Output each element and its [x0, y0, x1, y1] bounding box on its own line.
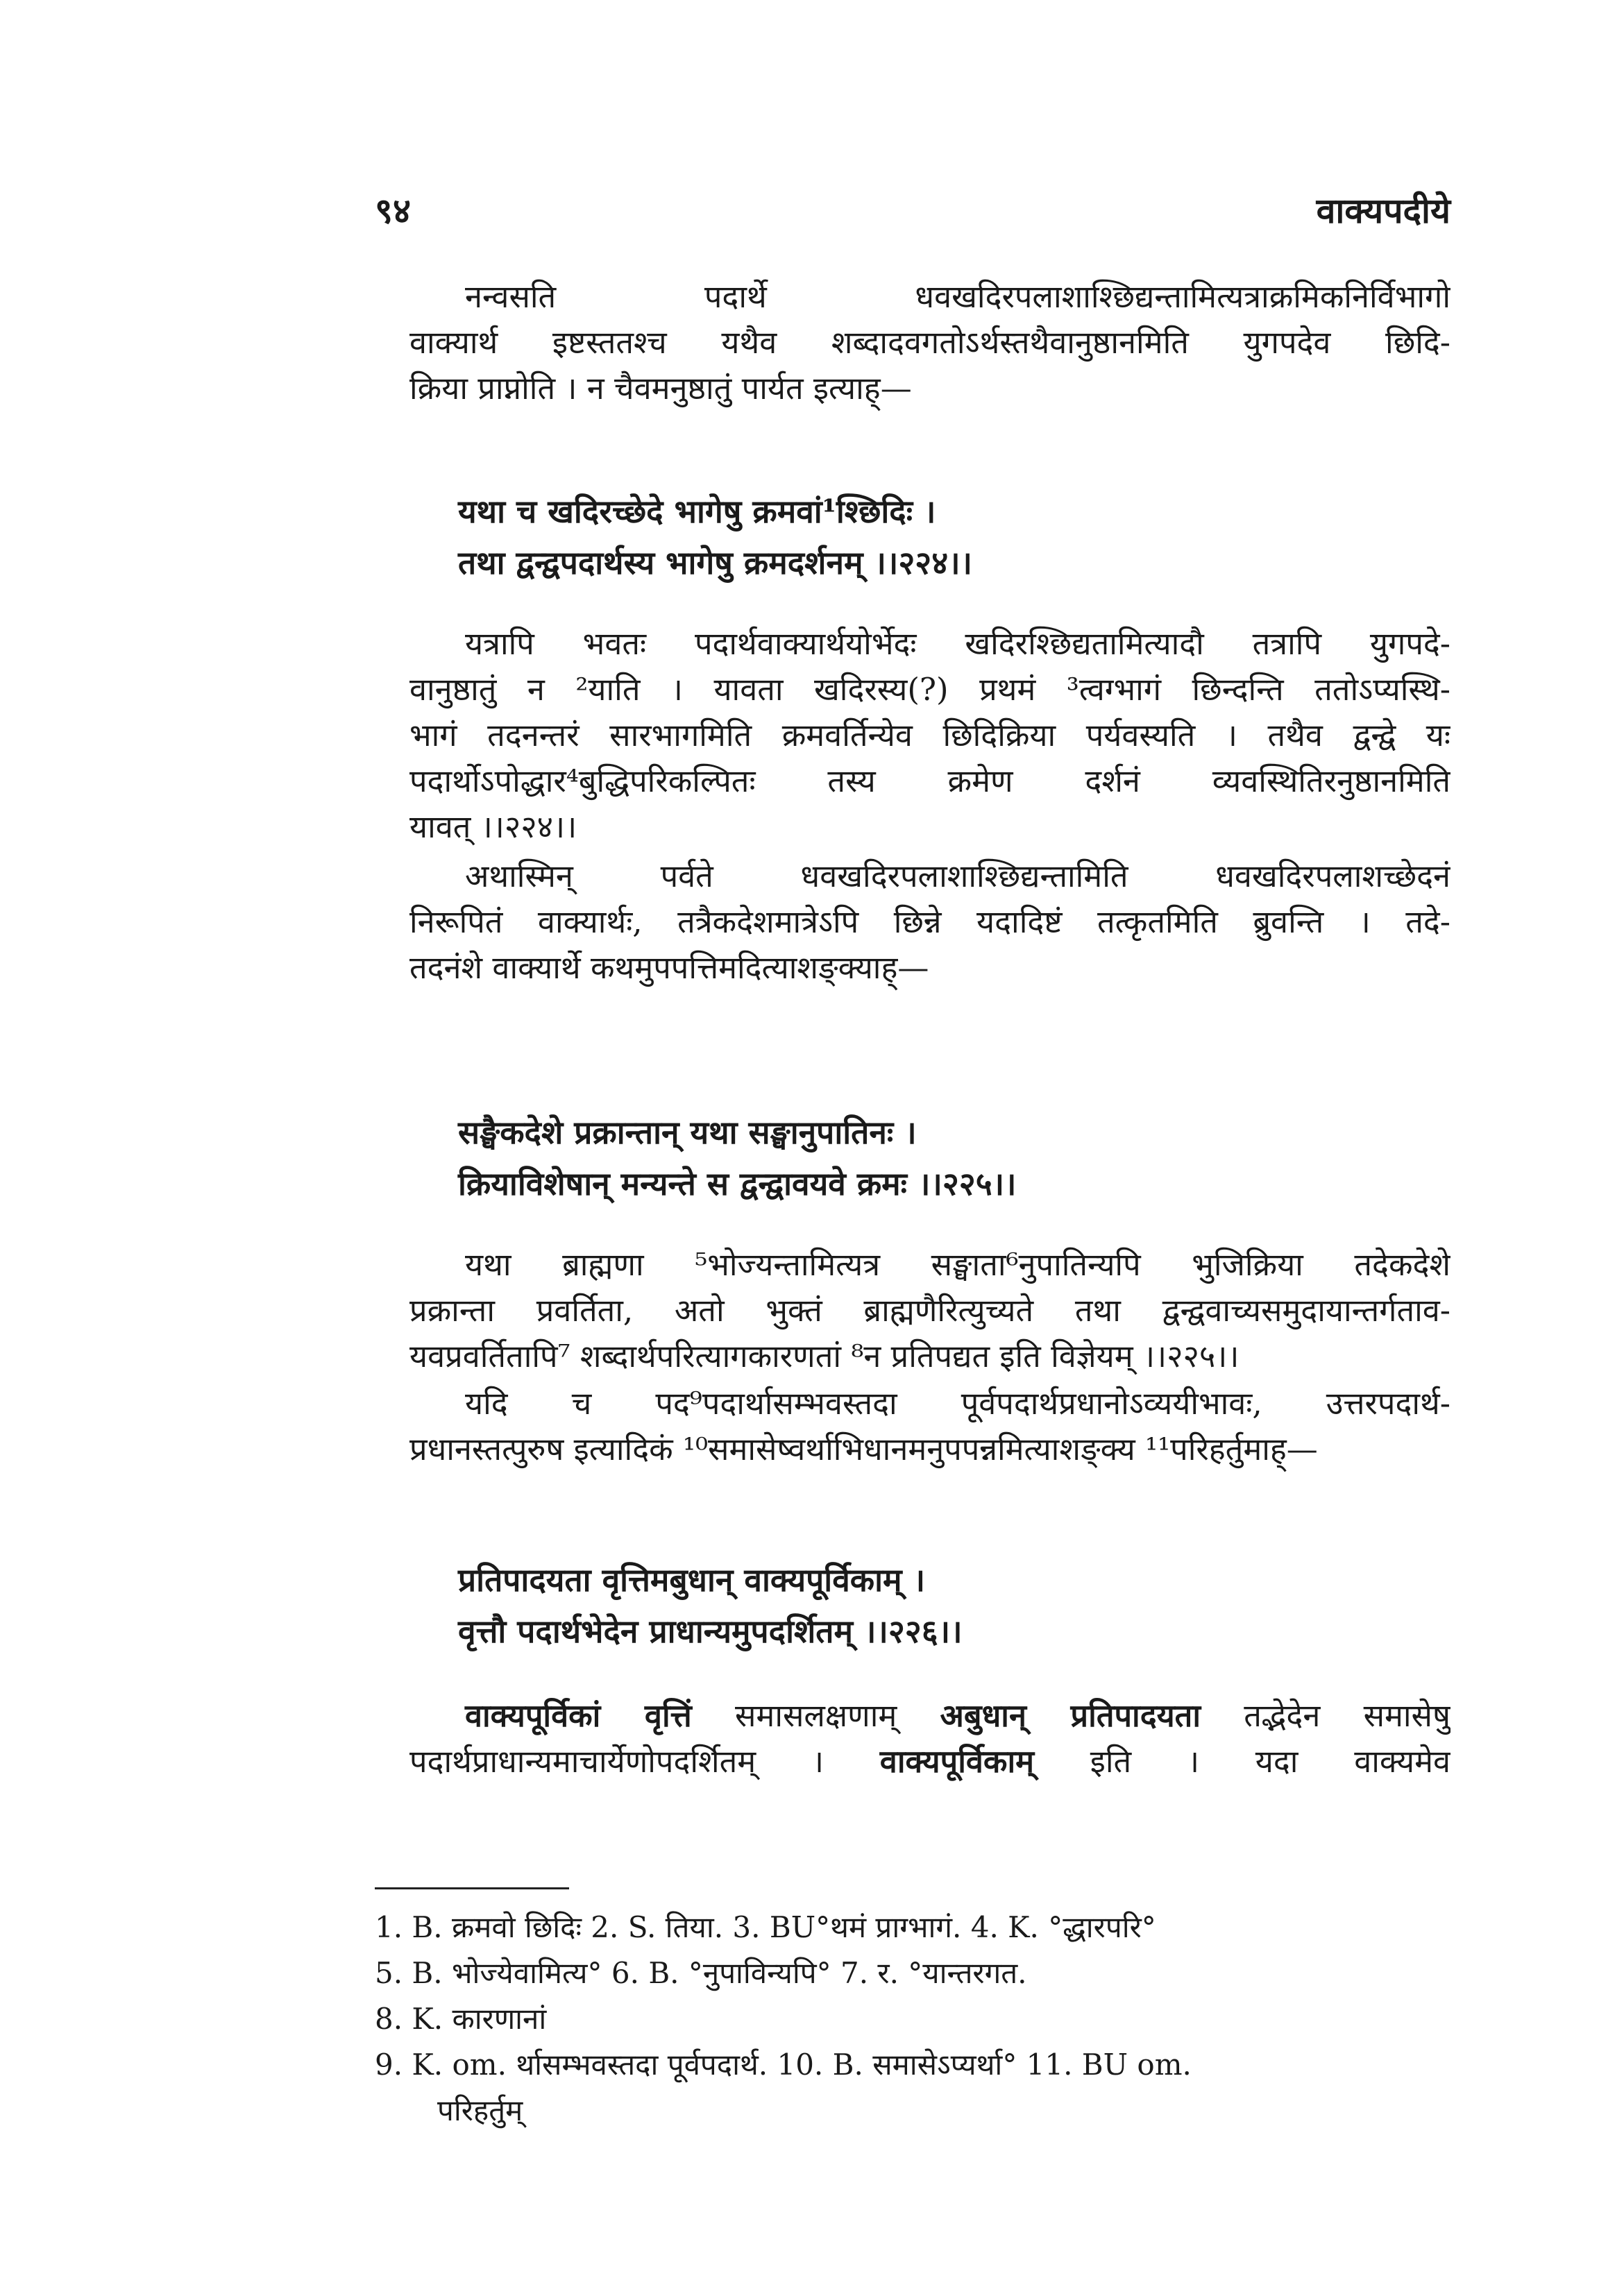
text-line: यावत् ।।२२४।।	[409, 808, 577, 845]
footnote-line: 9. K. om. र्थासम्भवस्तदा पूर्वपदार्थ. 10. B. समासेऽप्यर्था° 11. BU om.	[375, 2048, 1192, 2082]
verse-line: वृत्तौ पदार्थभेदेन प्राधान्यमुपदर्शितम् ।।२२६।।	[458, 1613, 963, 1650]
text-line: निरूपितं वाक्यार्थः, तत्रैकदेशमात्रेऽपि छिन्ने यदादिष्टं तत्कृतमिति ब्रुवन्ति । तदे-	[409, 903, 1450, 940]
verse-225	[458, 1107, 1016, 1209]
bold-term: वाक्यपूर्विकाम्	[879, 1743, 1035, 1780]
commentary-paragraph-3	[409, 853, 1450, 991]
verse-224	[458, 486, 972, 588]
text-line	[409, 1693, 1450, 1739]
text-line: यथा ब्राह्मणा ⁵भोज्यन्तामित्यत्र सङ्घाता⁶नुपातिन्यपि भुजिक्रिया तदेकदेशे	[465, 1246, 1450, 1283]
text-line: पदार्थोऽपोद्धार⁴बुद्धिपरिकल्पितः तस्य क्रमेण दर्शनं व्यवस्थितिरनुष्ठानमिति	[409, 763, 1450, 799]
running-title: वाक्यपदीये	[1316, 190, 1450, 231]
footnotes	[375, 1905, 1457, 2134]
text-line: क्रिया प्राप्नोति । न चैवमनुष्ठातुं पार्यत इत्याह्—	[409, 370, 912, 407]
verse-line: क्रियाविशेषान् मन्यन्ते स द्वन्द्वावयवे क्रमः ।।२२५।।	[458, 1165, 1017, 1202]
footnote-line: 5. B. भोज्येवामित्य° 6. B. °नुपाविन्यपि° 7. र. °यान्तरगत.	[375, 1956, 1027, 1990]
footnote-line: 1. B. क्रमवो छिदिः 2. S. तिया. 3. BU°थमं प्राग्भागं. 4. K. °द्धारपरि°	[375, 1910, 1156, 1944]
verse-226	[458, 1554, 963, 1657]
verse-line: यथा च खदिरच्छेदे भागेषु क्रमवां¹श्छिदिः ।	[458, 493, 936, 530]
text-line: यदि च पद⁹पदार्थासम्भवस्तदा पूर्वपदार्थप्रधानोऽव्ययीभावः, उत्तरपदार्थ-	[465, 1385, 1450, 1422]
commentary-paragraph-5	[409, 1381, 1450, 1472]
plain-text: पदार्थप्राधान्यमाचार्येणोपदर्शितम् ।	[409, 1743, 880, 1780]
plain-text: समासलक्षणाम्	[691, 1697, 940, 1734]
footnote-divider	[375, 1887, 569, 1889]
verse-line: सङ्घैकदेशे प्रक्रान्तान् यथा सङ्घानुपातिनः ।	[458, 1114, 917, 1151]
verse-line: प्रतिपादयता वृत्तिमबुधान् वाक्यपूर्विकाम् ।	[458, 1561, 925, 1599]
commentary-paragraph-4	[409, 1242, 1450, 1379]
footnote-line: परिहर्तुम्	[437, 2093, 523, 2127]
page-number: ९४	[375, 190, 411, 231]
plain-text: इति । यदा वाक्यमेव	[1034, 1743, 1450, 1780]
text-line: प्रक्रान्ता प्रवर्तिता, अतो भुक्तं ब्राह्मणैरित्युच्यते तथा द्वन्द्ववाच्यसमुदायान्तर्गताव-	[409, 1292, 1450, 1329]
commentary-paragraph-6	[409, 1693, 1450, 1785]
commentary-paragraph-2	[409, 621, 1450, 850]
text-line: यवप्रवर्तितापि⁷ शब्दार्थपरित्यागकारणतां ⁸न प्रतिपद्यत इति विज्ञेयम् ।।२२५।।	[409, 1338, 1240, 1375]
text-line: अथास्मिन् पर्वते धवखदिरपलाशाश्छिद्यन्तामिति धवखदिरपलाशच्छेदनं	[465, 858, 1450, 894]
text-line	[409, 1739, 1450, 1785]
text-line: वानुष्ठातुं न ²याति । यावता खदिरस्य(?) प्रथमं ³त्वग्भागं छिन्दन्ति ततोऽप्यस्थि-	[409, 671, 1450, 708]
text-line: भागं तदनन्तरं सारभागमिति क्रमवर्तिन्येव छिदिक्रिया पर्यवस्यति । तथैव द्वन्द्वे यः	[409, 717, 1450, 754]
text-line: प्रधानस्तत्पुरुष इत्यादिकं ¹⁰समासेष्वर्थाभिधानमनुपपन्नमित्याशङ्क्य ¹¹परिहर्तुमाह्—	[409, 1431, 1318, 1468]
bold-term: अबुधान् प्रतिपादयता	[940, 1697, 1201, 1734]
plain-text: तद्भेदेन समासेषु	[1201, 1697, 1450, 1734]
footnote-line: 8. K. कारणानां	[375, 2002, 547, 2036]
verse-line: तथा द्वन्द्वपदार्थस्य भागेषु क्रमदर्शनम् ।।२२४।।	[458, 544, 972, 581]
text-line: वाक्यार्थ इष्टस्ततश्च यथैव शब्दादवगतोऽर्थस्तथैवानुष्ठानमिति युगपदेव छिदि-	[409, 324, 1450, 361]
commentary-paragraph-1	[409, 274, 1450, 411]
text-line: नन्वसति पदार्थे धवखदिरपलाशाश्छिद्यन्तामित्यत्राक्रमिकनिर्विभागो	[465, 278, 1450, 315]
bold-term: वाक्यपूर्विकां वृत्तिं	[465, 1697, 692, 1734]
text-line: तदनंशे वाक्यार्थे कथमुपपत्तिमदित्याशङ्क्याह्—	[409, 949, 929, 986]
text-line: यत्रापि भवतः पदार्थवाक्यार्थयोर्भेदः खदिरश्छिद्यतामित्यादौ तत्रापि युगपदे-	[465, 625, 1450, 662]
